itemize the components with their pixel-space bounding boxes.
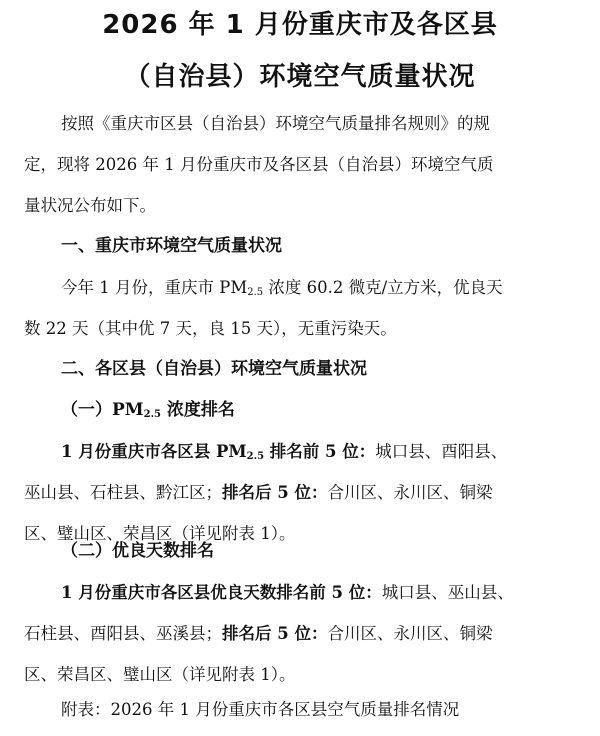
intro-line-2: 定，现将 2026 年 1 月份重庆市及各区县（自治县）环境空气质 (24, 155, 494, 174)
section-1-line-1-post: 浓度 60.2 微克/立方米，优良天 (263, 278, 503, 297)
subsection-2-line-1-bold: 1 月份重庆市各区县优良天数排名前 5 位： (61, 583, 382, 602)
section-1-line-1-pre: 今年 1 月份，重庆市 PM (61, 278, 248, 297)
subsection-1-heading-pre: （一）PM (61, 400, 144, 420)
intro-line-1: 按照《重庆市区县（自治县）环境空气质量排名规则》的规 (61, 114, 490, 133)
subsection-1-line-1-bold-pre: 1 月份重庆市各区县 PM (61, 442, 247, 461)
subsection-1-line-2 (24, 472, 582, 513)
appendix-note (24, 689, 582, 730)
document-title-line-2: （自治县）环境空气质量状况 (124, 62, 476, 92)
subsection-2-line-2 (24, 613, 582, 654)
subsection-2-heading: （二）优良天数排名 (61, 541, 214, 561)
pm25-subscript: 2.5 (246, 451, 265, 462)
document-title-line-1: 2026 年 1 月份重庆市及各区县 (102, 10, 498, 40)
subsection-2-line-2-bold: 排名后 5 位： (222, 624, 328, 643)
subsection-2-line-2-a: 石柱县、酉阳县、巫溪县； (24, 624, 222, 643)
subsection-2-line-1 (24, 572, 582, 613)
subsection-2-line-2-rest: 合川区、永川区、铜梁 (327, 624, 493, 643)
subsection-1-line-2-bold: 排名后 5 位： (222, 483, 328, 502)
subsection-2-line-1-rest: 城口县、巫山县、 (381, 583, 514, 602)
subsection-1-heading (61, 390, 235, 431)
subsection-1-line-2-a: 巫山县、石柱县、黔江区； (24, 483, 222, 502)
section-2-heading: 二、各区县（自治县）环境空气质量状况 (61, 359, 367, 379)
intro-line-3: 量状况公布如下。 (24, 196, 156, 215)
subsection-2-paragraph (24, 572, 582, 695)
intro-paragraph (24, 103, 582, 226)
subsection-2-line-3: 区、荣昌区、璧山区（详见附表 1）。 (24, 665, 296, 684)
pm25-subscript: 2.5 (143, 409, 162, 420)
section-1-line-1 (24, 267, 582, 308)
pm25-subscript: 2.5 (247, 287, 264, 298)
section-1-heading: 一、重庆市环境空气质量状况 (61, 236, 282, 256)
subsection-1-line-1-bold-post: 排名前 5 位： (264, 442, 376, 461)
subsection-1-line-1-rest: 城口县、酉阳县、 (375, 442, 508, 461)
subsection-1-line-1 (24, 431, 582, 472)
appendix-text: 附表：2026 年 1 月份重庆市各区县空气质量排名情况 (61, 700, 460, 719)
subsection-1-line-2-rest: 合川区、永川区、铜梁 (327, 483, 493, 502)
subsection-1-line-3: 区、璧山区、荣昌区（详见附表 1）。 (24, 524, 296, 543)
subsection-1-heading-post: 浓度排名 (161, 400, 235, 420)
section-1-line-2: 数 22 天（其中优 7 天，良 15 天），无重污染天。 (24, 319, 397, 338)
section-1-paragraph (24, 267, 582, 349)
